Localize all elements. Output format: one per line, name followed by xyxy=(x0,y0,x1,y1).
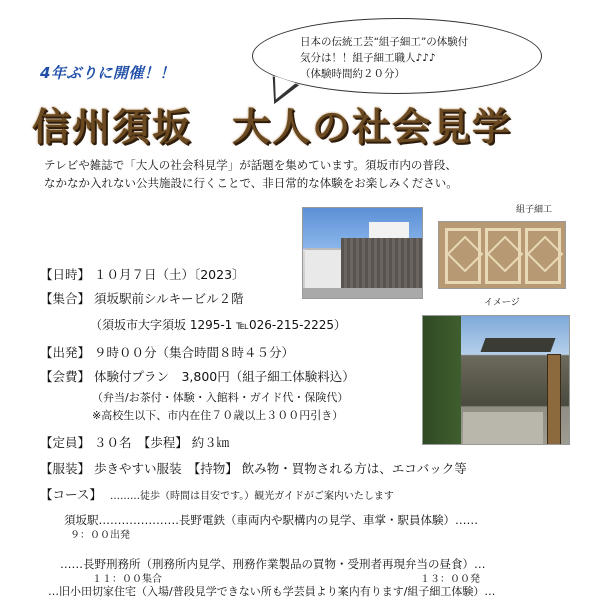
meeting-row: 【集合】 須坂駅前シルキービル２階 xyxy=(40,291,244,306)
address-row: （須坂市大字須坂 1295-1 ℡026-215-2225） xyxy=(90,318,347,332)
departure-row: 【出発】 ９時００分（集合時間８時４５分） xyxy=(40,345,294,360)
intro-line-1: テレビや雑誌で「大人の社会科見学」が話題を集めています。須坂市内の普段、 xyxy=(44,158,457,172)
building-photo xyxy=(302,207,423,299)
route-step-2-time-a: １１：００集合 xyxy=(92,574,162,585)
bubble-line-2: 気分は！！組子細工職人♪♪♪ xyxy=(300,52,436,64)
reopening-badge: 4年ぶりに開催！！ xyxy=(40,64,175,82)
fee-note-2: ※高校生以下、市内在住７０歳以上３００円引き） xyxy=(92,409,344,422)
kumiko-caption: 組子細工 xyxy=(516,205,553,215)
capacity-row: 【定員】 ３０名 【歩程】 約３㎞ xyxy=(40,435,230,450)
odagiri-house-photo xyxy=(422,315,570,445)
intro-line-2: なかなか入れない公共施設に行くことで、非日常的な体験をお楽しみください。 xyxy=(44,176,458,190)
bubble-line-1: 日本の伝統工芸“組子細工”の体験付 xyxy=(300,36,469,48)
fee-note-1: （弁当/お茶付・体験・入館料・ガイド代・保険代） xyxy=(92,391,349,404)
page-title: 信州須坂 大人の社会見学 xyxy=(32,105,513,149)
route-step-1: 須坂駅…………………長野電鉄（車両内や駅構内の見学、車掌・駅員体験）…… xyxy=(64,513,478,527)
speech-bubble-text xyxy=(300,34,520,82)
route-step-2: ……長野刑務所（刑務所内見学、刑務作業製品の買物・受刑者再現弁当の昼食）… xyxy=(60,557,486,571)
route-step-3: …旧小田切家住宅（入場/普段見学できない所も学芸員より案内有ります/組子細工体験）… xyxy=(48,585,496,598)
intro-text xyxy=(44,156,564,192)
bubble-line-3: （体験時間約２０分） xyxy=(300,68,405,80)
route-step-1-time: ９：００出発 xyxy=(70,530,130,541)
image-caption: イメージ xyxy=(484,298,520,308)
kumiko-photo xyxy=(438,221,566,289)
clothing-row: 【服装】 歩きやすい服装 【持物】 飲み物・買物される方は、エコバック等 xyxy=(40,461,467,476)
course-note: ………徒歩（時間は目安です。）観光ガイドがご案内いたします xyxy=(110,491,394,502)
course-heading: 【コース】 xyxy=(40,487,102,502)
fee-row: 【会費】 体験付プラン 3,800円（組子細工体験料込） xyxy=(40,369,355,384)
route-step-2-time-b: １３：００発 xyxy=(420,574,480,585)
date-row: 【日時】 １０月７日（土）〔2023〕 xyxy=(40,267,245,282)
